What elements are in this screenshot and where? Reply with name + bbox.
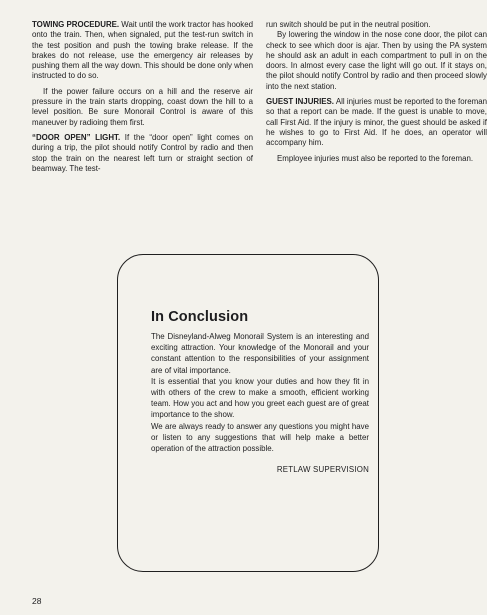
conclusion-paragraph-2: It is essential that you know your duties and how they fit in with others of the crew to make a smooth, efficient working team. How you act and how you greet each guest are of great importance to the show. [151,376,369,420]
towing-procedure-text: Wait until the work tractor has hooked onto the train. Then, when signaled, put the test-run switch in the test position and push the towing brake release. If the brakes do not release, use the emergency air releases by pushing them all the way down. This should be done only when instructed to do so. [32,20,254,81]
door-open-paragraph [32,133,253,174]
conclusion-paragraph-3: We are always ready to answer any questions you might have or listen to any suggestions that will help make a better operation of the attraction possible. [151,421,369,454]
guest-injuries-heading: GUEST INJURIES. [266,97,335,107]
guest-injuries-text: All injuries must be reported to the foreman so that a report can be made. If the guest is unable to move, call First Aid. If the injury is minor, the guest should be asked if he wishes to go to First Aid. If he does, an operator will accompany him. [266,97,487,148]
conclusion-signature: RETLAW SUPERVISION [276,465,369,475]
conclusion-box [151,308,369,475]
door-open-heading: “DOOR OPEN” LIGHT. [32,132,121,142]
right-column [266,20,487,169]
door-open-continuation: run switch should be put in the neutral position. [266,20,431,29]
employee-injuries-paragraph: Employee injuries must also be reported to the foreman. [277,153,474,163]
towing-procedure-paragraph [32,20,253,82]
conclusion-title: In Conclusion [151,309,249,325]
conclusion-paragraph-1: The Disneyland-Alweg Monorail System is an interesting and exciting attraction. Your knowledge of the Monorail and your constant attention to the responsibilities of your assignment are of vital importance. [151,332,369,375]
left-column [32,20,253,174]
page-number: 28 [32,596,42,606]
guest-injuries-paragraph [266,97,487,148]
towing-procedure-heading: TOWING PROCEDURE. [32,20,120,29]
door-open-text: If the “door open” light comes on during a trip, the pilot should notify Control by radio and then stop the train on the nearest left turn or straight section of beamway. The test- [32,132,253,173]
power-failure-paragraph: If the power failure occurs on a hill and the reserve air pressure in the train starts dropping, coast down the hill to a level position. Be sure Monorail Control is aware of this maneuver by radioing them first. [32,86,253,127]
door-window-paragraph: By lowering the window in the nose cone door, the pilot can check to see which door is ajar. Then by using the PA system he should ask an adult in each compartment to pull in on the doors. In almost every case the light will go out. If it stays on, the pilot should notify Control by radio and then proceed slowly into the next station. [266,30,487,91]
